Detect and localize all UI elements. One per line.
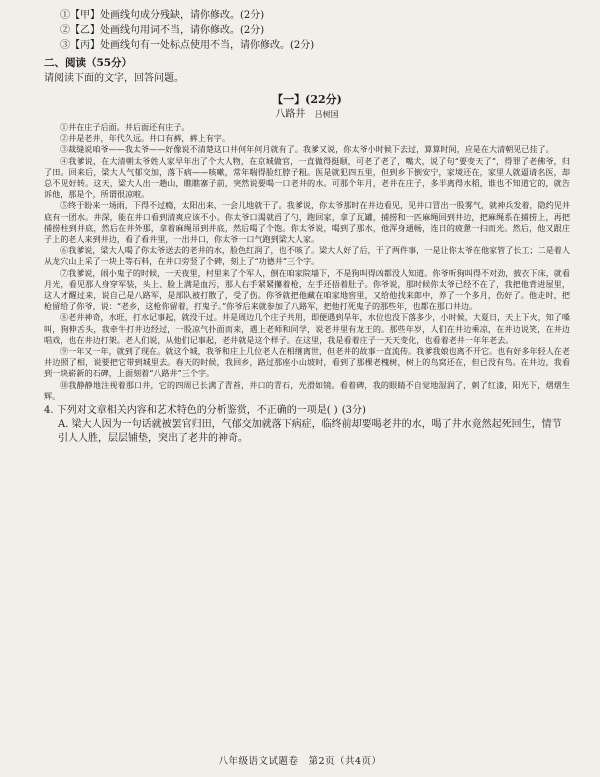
question-4-text: 4. 下列对文章相关内容和艺术特色的分析鉴赏，不正确的一项是( ) [44, 405, 338, 417]
question-4-score: (3分) [341, 405, 366, 417]
article-author: 吕树国 [314, 110, 339, 119]
article-paragraph-6: ⑥我爹说，梁大人喝了你太爷送去的老井的水，脸色红润了，也不咳了。梁大人好了后，干了两件事，一是让你太爷在他家管了长工；二是着人从龙穴山上采了一块上等石料，在井口旁竖了个碑，刻上了“功德井”三个字。 [44, 245, 570, 267]
page-footer: 八年级语文试题卷 第2页（共4页） [218, 756, 382, 767]
sub-question-2: ②【乙】处画线句用词不当，请你修改。(2分) [60, 25, 265, 36]
article-paragraph-9: ⑨一年又一年，就到了现在。就这个城，我爷和庄上几位老人在相继离世，但老井的故事一直流传。我爹我娘也离不开它。也有好多年轻人在老井边照了相，说要把它带到城里去。春天的时候，我回乡，路过那座小山坡时，看到了那棵老槐树，树上的鸟窝还在，但已没有鸟。在井边，我看到一块崭新的石碑，上面刻着“八路井”三个字。 [44, 346, 570, 379]
section-title: 二、阅读（55分） [44, 57, 133, 69]
article-paragraph-3: ③裁缝说咱爷——我太爷——好像说不清楚这口井何年何月就有了。我爹又说，你太爷小时候下去过，算算时间，应是在大清朝见已挂了。 [60, 144, 554, 155]
sub-question-3: ③【丙】处画线句有一处标点使用不当，请你修改。(2分) [60, 40, 315, 51]
article-title: 八路井 [275, 109, 306, 120]
article-paragraph-10: ⑩我静静地注视着那口井，它的四周已长满了青苔，井口的青石，光滑如镜。看着碑，我的眼睛不自觉地湿润了，刺了红漆，阳光下，熠熠生辉。 [44, 379, 570, 401]
reading-instruction: 请阅读下面的文字，回答问题。 [44, 73, 184, 84]
article-heading [44, 108, 570, 122]
article-paragraph-8: ⑧老井神奇，水旺，打水记事起，就没干过。井是周边几个庄子共用，即便遇到旱年，水位也没下落多少，小时候，大夏日，天上下火，知了嗓叫，狗伸舌头，我牵牛打井边经过，一股凉气扑面而来，遇上老师和同学，说老井里有龙王的。那些年岁，人们在井边乘凉，在井边说笑，在井边唱戏，也在井边打架。老人们说，从他们记事起，老井就是这个样子。在这里，我是看着庄子一天天变化，也看着老井一年年老去。 [44, 312, 570, 345]
question-4 [44, 404, 570, 418]
sub-question-1: ①【甲】处画线句成分残缺，请你修改。(2分) [60, 10, 265, 21]
article-paragraph-5: ⑤终于盼来一场雨，下得不过瘾，太阳出来，一会儿地就干了。我爹说，你太爷那时在井边看见，见井口冒出一股雾气，就神兵发着，隐约见井底有一团水。井深，能在井口看到清爽应该不小。你太爷口渴就舀了勺，跑回家，拿了瓦罐，捕捞和一匹麻绳回到井边，把麻绳系在捕捞上，再把捕捞柱到井底，然后在井外那，拿着麻绳吊到井底，然后喝了个饱。你太爷说，喝到了那水，他浑身通畅，连日的疲惫一扫而光。然后，他又跟庄子上的老人来到井边，看了看井里，一出井口，你太爷一口气跑到梁大人家。 [44, 200, 570, 245]
article-paragraph-7: ⑦我爹说，闹小鬼子的时候，一天夜里，村里来了个军人，倒在咱家院墙下，不是狗叫得凶都没人知道。你爷听狗叫得不对劲，披衣下床，就看月光，看见那人身穿军装，头上、脸上满是血污，那人右手紧紧攥着枪，左手还捂着肚子。你爷说，那时候你太爷已经不在了，我把他背进屋里，这人才醒过来，说自己是八路军，是部队被打散了，受了伤。你爷就把他藏在咱家地窖里，又给他找来郎中，养了一个多月，伤好了。他走时，把枪留给了你爷，说：“老乡，这枪你留着，打鬼子。”你爷后来就参加了八路军，把他打死鬼子的那些年，也都在那口井边。 [44, 267, 570, 312]
sub-question-list [44, 8, 570, 53]
question-4-option-a: A. 梁大人因为一句话就被罢官归田，气郁交加就落下病症，临终前却要喝老井的水，喝了井水竟然起死回生，情节引人人胜，层层铺垫，突出了老井的神奇。 [58, 419, 562, 445]
article-paragraph-4: ④我爹说，在大清朝太爷姓人家早年出了个大人物，在京城做官，一直做得挺顺，可老了老了，嘴犬，说了句“要变天了”，得罪了老佛爷，归了田。回来后，梁大人气郁交加，落下病——咳嗽，常年喘得脸红脖子粗。医是就犯四五里，但到乡下倒安宁，家境还在，家里人就逼请名医，却总不见好转。这天，梁大人出一趟山，瞧瞧寨子前，突然说要喝一口老井的水。可那个年月，老井在庄子，多半离得水稻，谁也不知道它的，就告诉他，那是个，所谓很凉啦。 [44, 155, 570, 200]
article-paragraph-2: ②井是老井，年代久远。井口有裤，裤上有字。 [60, 133, 230, 144]
article-body [44, 122, 570, 402]
article-paragraph-1: ①井在庄子后面。井后面还有庄子。 [60, 122, 190, 132]
part-title: 【一】(22分) [272, 93, 342, 106]
